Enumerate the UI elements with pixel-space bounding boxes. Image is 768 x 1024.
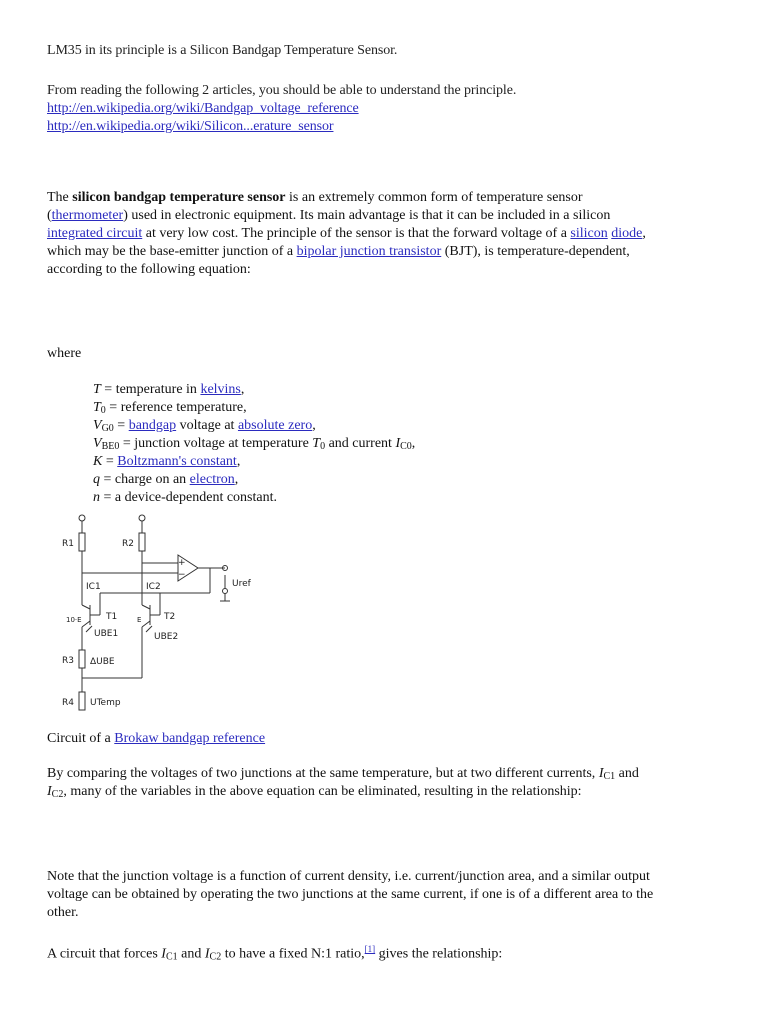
definition-item: $T_0$ = reference temperature,: [93, 400, 247, 416]
where-label: where: [47, 346, 82, 361]
figure-caption: Circuit of a Brokaw bandgap reference: [47, 731, 266, 746]
text: at very low cost. The principle of the sensor is that the forward voltage of a: [142, 226, 571, 241]
link-thermometer[interactable]: thermometer: [51, 208, 124, 223]
text: A circuit that forces $I_{C1}$ and $I_{C2}$ to have a fixed N:1 ratio,[1] gives the relationship:: [47, 944, 503, 963]
link-bjt[interactable]: bipolar junction transistor: [296, 244, 442, 259]
label-t2: T2: [164, 612, 176, 622]
label-r3: R3: [62, 656, 74, 666]
label-emitter-area-t1: 10·E: [66, 616, 82, 624]
label-ic2: IC2: [146, 582, 161, 592]
label-ube1: UBE1: [94, 629, 119, 639]
label-r2: R2: [122, 539, 134, 549]
link-silicon[interactable]: silicon: [570, 226, 608, 241]
definition-item: K = Boltzmann's constant,: [93, 454, 241, 469]
definition-item: n = a device-dependent constant.: [93, 490, 277, 505]
definition-item: q = charge on an electron,: [93, 472, 239, 487]
label-delta-ube: ΔUBE: [90, 657, 115, 667]
text: which may be the base-emitter junction of a: [47, 244, 297, 259]
text: (BJT), is temperature-dependent,: [441, 244, 630, 259]
link-bandgap-voltage-reference[interactable]: http://en.wikipedia.org/wiki/Bandgap_voltage_reference: [47, 101, 359, 116]
opamp-minus: −: [178, 570, 186, 580]
footnote-ref-1[interactable]: [1]: [364, 944, 376, 954]
label-t1: T1: [106, 612, 118, 622]
term: silicon bandgap temperature sensor: [72, 190, 286, 205]
text: according to the following equation:: [47, 262, 251, 277]
label-r1: R1: [62, 539, 74, 549]
link-boltzmann-constant[interactable]: Boltzmann's constant: [117, 454, 237, 469]
link-brokaw-bandgap-reference[interactable]: Brokaw bandgap reference: [114, 731, 266, 746]
definition-item: T = temperature in kelvins,: [93, 382, 245, 397]
intro-line: From reading the following 2 articles, you should be able to understand the principle.: [47, 83, 517, 98]
link-electron[interactable]: electron: [189, 472, 235, 487]
definition-item: $V_{G0}$ = bandgap voltage at absolute zero,: [93, 418, 316, 434]
link-kelvins[interactable]: kelvins: [200, 382, 241, 397]
label-ube2: UBE2: [154, 632, 179, 642]
definition-item: $V_{BE0}$ = junction voltage at temperature $T_0$ and current $I_{C0}$,: [93, 436, 416, 452]
text: voltage can be obtained by operating the two junctions at the same current, if one is of a different area to the: [47, 887, 654, 902]
text: ) used in electronic equipment. Its main advantage is that it can be included in a silicon: [123, 208, 611, 223]
label-emitter-area-t2: E: [137, 616, 142, 624]
label-utemp: UTemp: [90, 698, 121, 708]
intro-line: LM35 in its principle is a Silicon Bandgap Temperature Sensor.: [47, 43, 398, 58]
text: other.: [47, 905, 79, 920]
text: is an extremely common form of temperature sensor: [285, 190, 583, 205]
label-ic1: IC1: [86, 582, 101, 592]
text: By comparing the voltages of two junctions at the same temperature, but at two different currents, $I_{C1}$ and: [47, 766, 639, 782]
label-uref: Uref: [232, 579, 251, 589]
text: $I_{C2}$, many of the variables in the above equation can be eliminated, resulting in the relationship:: [47, 784, 582, 800]
label-r4: R4: [62, 698, 74, 708]
opamp-plus: +: [178, 558, 186, 568]
link-absolute-zero[interactable]: absolute zero: [237, 418, 313, 433]
text: The: [47, 190, 73, 205]
link-bandgap[interactable]: bandgap: [128, 418, 177, 433]
link-integrated-circuit[interactable]: integrated circuit: [47, 226, 143, 241]
link-diode[interactable]: diode: [611, 226, 643, 241]
text: (: [47, 208, 52, 223]
link-silicon-temperature-sensor[interactable]: http://en.wikipedia.org/wiki/Silicon...erature_sensor: [47, 119, 334, 134]
text: Note that the junction voltage is a function of current density, i.e. current/junction area, and a similar output: [47, 869, 650, 884]
brokaw-circuit-diagram: [50, 505, 270, 715]
